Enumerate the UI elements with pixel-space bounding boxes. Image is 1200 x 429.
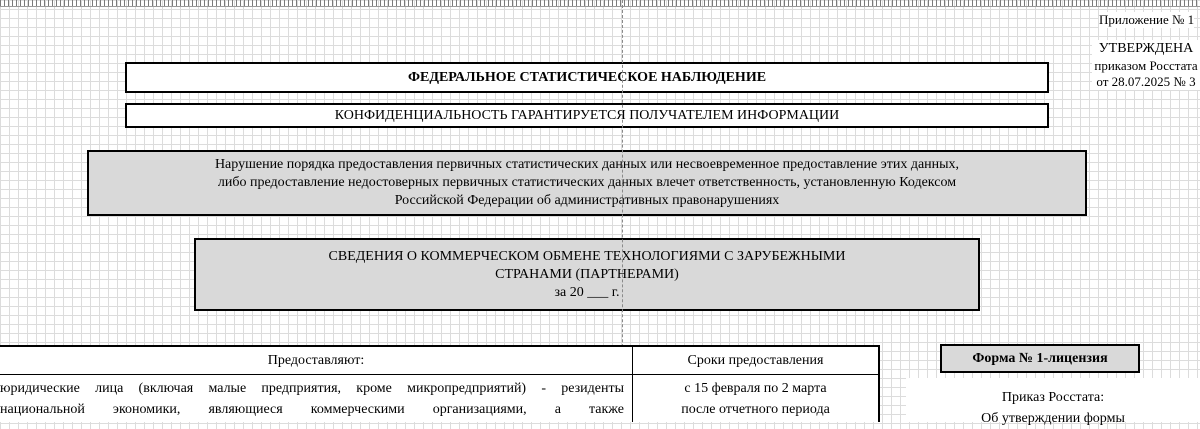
approving-order: приказом Росстата <box>1094 58 1198 73</box>
form-number-label: Форма № 1-лицензия <box>940 344 1140 373</box>
approval-block <box>1092 40 1200 90</box>
deadline-line-1: с 15 февраля по 2 марта <box>684 381 827 396</box>
warning-line-2: либо предоставление недостоверных первичных статистических данных влечет ответственность, установленную Кодексом <box>217 175 957 190</box>
submitters-cell <box>0 375 633 422</box>
report-title-line-2: СТРАНАМИ (ПАРТНЕРАМИ) <box>495 266 679 282</box>
deadlines-cell <box>633 375 880 422</box>
deadline-line-2: после отчетного периода <box>681 402 830 417</box>
liability-warning <box>87 150 1087 216</box>
federal-observation-banner: ФЕДЕРАЛЬНОЕ СТАТИСТИЧЕСКОЕ НАБЛЮДЕНИЕ <box>125 62 1049 93</box>
report-title-line-1: СВЕДЕНИЯ О КОММЕРЧЕСКОМ ОБМЕНЕ ТЕХНОЛОГИЯМИ С ЗАРУБЕЖНЫМИ <box>328 248 846 264</box>
submitters-line-2: национальной экономики, являющиеся коммерческими организациями, а также <box>0 402 624 417</box>
form-order-subject: Об утверждении формы <box>981 411 1125 426</box>
column-header-strip <box>0 0 1200 7</box>
form-order-box <box>906 378 1200 426</box>
confidentiality-banner: КОНФИДЕНЦИАЛЬНОСТЬ ГАРАНТИРУЕТСЯ ПОЛУЧАТЕЛЕМ ИНФОРМАЦИИ <box>125 103 1049 128</box>
form-order-title: Приказ Росстата: <box>1001 390 1105 405</box>
warning-line-1: Нарушение порядка предоставления первичных статистических данных или несвоевременное предоставление этих данных, <box>214 157 960 172</box>
approving-order-date: от 28.07.2025 № 3 <box>1096 74 1196 89</box>
submitters-header: Предоставляют: <box>0 345 633 375</box>
report-title <box>194 238 980 311</box>
report-period: за 20 ___ г. <box>554 284 620 300</box>
warning-line-3: Российской Федерации об административных правонарушениях <box>394 193 780 208</box>
appendix-label: Приложение № 1 <box>1099 12 1195 27</box>
submitters-line-1: юридические лица (включая малые предприятия, кроме микропредприятий) - резиденты <box>0 381 624 396</box>
approved-label: УТВЕРЖДЕНА <box>1098 41 1194 56</box>
deadlines-header: Сроки предоставления <box>633 345 880 375</box>
